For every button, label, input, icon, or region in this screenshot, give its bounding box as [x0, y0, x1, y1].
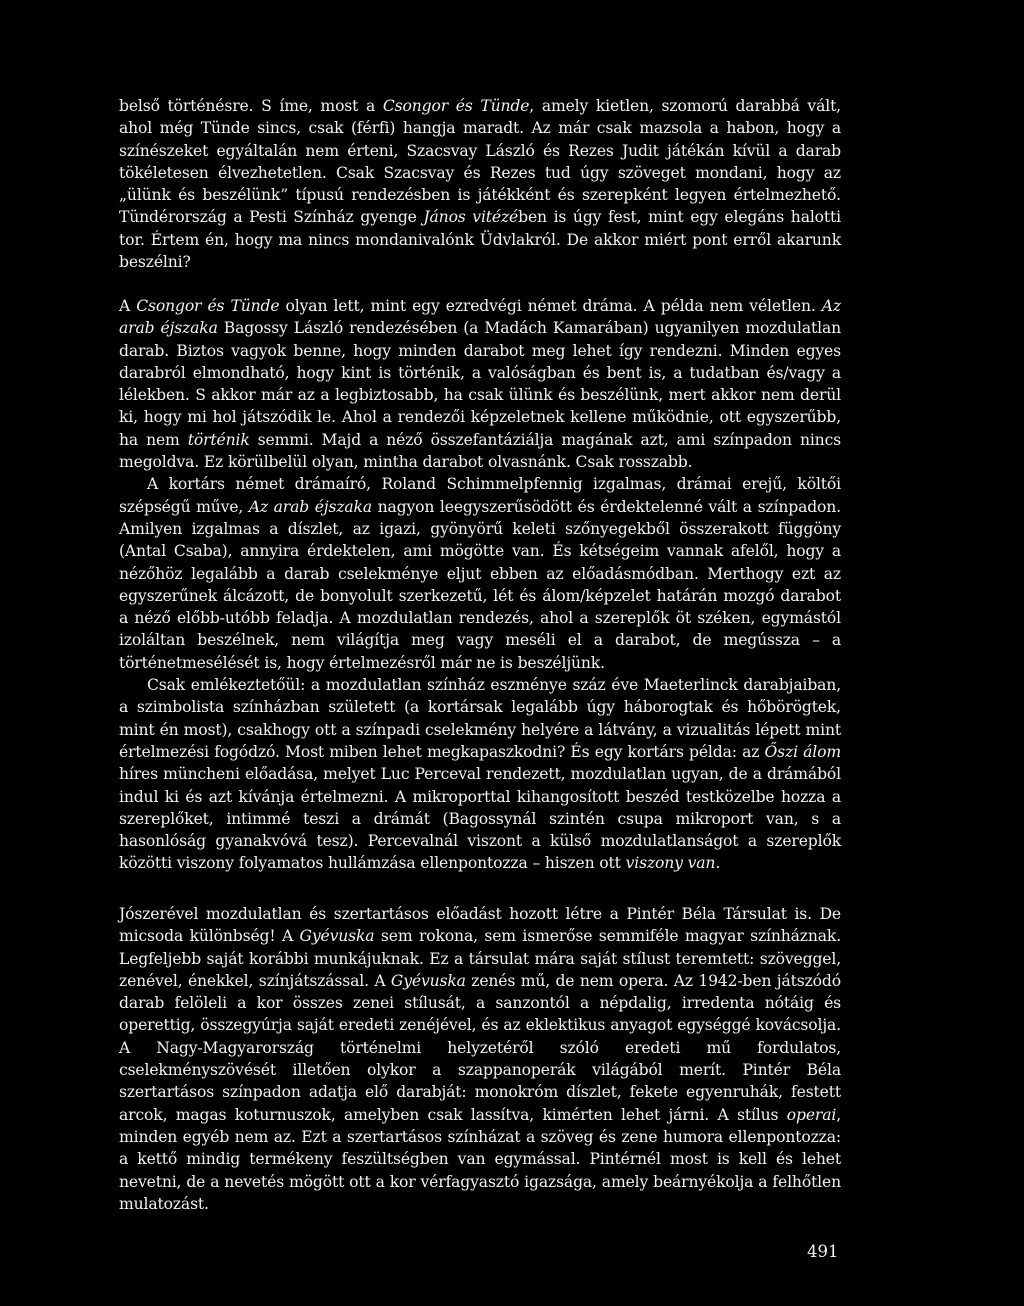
- emphasis-italic: operai: [786, 1105, 837, 1124]
- text-run: Jószerével mozdulatlan és szertartásos előadást hozott létre a Pintér Béla Társulat is. De micsoda különbség! A: [119, 905, 841, 946]
- page-number: 491: [807, 1242, 839, 1261]
- title-italic: János vitézé: [423, 208, 519, 227]
- text-run: zenés mű, de nem opera. Az 1942-ben játszódó darab felöleli a kor összes zenei stílusát, a sanzontól a népdalig, irredenta nótáig és operettig, összegyúrja saját eredeti zenéjével, és az eklektikus anyagot egységgé kovácsolja. A Nagy-Magyarország történelmi helyzetéről szóló eredeti mű fordulatos, cselekményszövését illetően olykor a szappanoperák világából merít. Pintér Béla szertartásos színpadon adatja elő darabját: monokróm díszlet, fekete egyenruhák, festett arcok, magas koturnuszok, amelyben csak lassítva, kimérten lehet járni. A stílus: [119, 971, 841, 1124]
- title-italic: Csongor és Tünde: [382, 97, 530, 115]
- paragraph: [119, 674, 841, 875]
- text-run: olyan lett, mint egy ezredvégi német dráma. A példa nem véletlen.: [279, 297, 822, 315]
- text-run: , minden egyéb nem az. Ezt a szertartásos színházat a szöveg és zene humora ellenpontozza: a kettő mindig termékeny feszültségben van egymással. Pintérnél most is kell és lehet nevetni, de a nevetés mögött ott a kor vérfagyasztó igazsága, amely beárnyékolja a felhőtlen mulatozást.: [119, 1105, 841, 1213]
- paragraph: [119, 473, 841, 674]
- title-italic: Gyévuska: [299, 927, 375, 946]
- paragraph: [119, 903, 841, 1215]
- section-1: [119, 95, 841, 273]
- title-italic: Csongor és Tünde: [136, 297, 280, 315]
- text-run: , amely kietlen, szomorú darabbá vált, ahol még Tünde sincs, csak (férfi) hangja maradt. Az már csak mazsola a habon, hogy a színészeket egyáltalán nem érteni, Szacsvay László és Rezes Judit játékán kívül a darab tökéletesen élvezhetetlen. Csak Szacsvay és Rezes tud úgy szöveget mondani, hogy az „ülünk és beszélünk” típusú rendezésben is játékként és szerepként legyen értelmezhető. Tündérország a Pesti Színház gyenge: [119, 97, 841, 227]
- text-run: belső történésre. S íme, most a: [119, 97, 383, 115]
- title-italic: Az arab éjszaka: [119, 297, 841, 338]
- text-run: sem rokona, sem ismerőse semmiféle magyar színháznak. Legfeljebb saját korábbi munkájuknak. Ez a társulat mára saját stílust teremtett: szöveggel, zenével, énekkel, színjátszással. A: [119, 927, 842, 990]
- title-italic: Az arab éjszaka: [248, 497, 372, 516]
- section-2: [119, 295, 841, 875]
- text-run: Csak emlékeztetőül: a mozdulatlan színház eszménye száz éve Maeterlinck darabjaiban, a szimbolista színházban született (a kortársak legalább úgy háborogtak és hőbörögtek, mint én most), csakhogy ott a színpadi cselekmény helyére a látvány, a vizualitás lépett mint értelmezési fogódzó. Most miben lehet megkapaszkodni? És egy kortárs példa: az: [119, 676, 841, 761]
- section-3: [119, 903, 841, 1215]
- text-run: .: [715, 854, 721, 873]
- paragraph: [119, 295, 841, 473]
- text-run: ben is úgy fest, mint egy elegáns halotti tor. Értem én, hogy ma nincs mondanivalónk Üdvlakról. De akkor miért pont erről akarunk beszélni?: [119, 208, 841, 272]
- emphasis-italic: történik: [187, 430, 250, 449]
- text-run: Bagossy László rendezésében (a Madách Kamarában) ugyanilyen mozdulatlan darab. Biztos vagyok benne, hogy minden darabot meg lehet így rendezni. Minden egyes darabról elmondható, hogy kint is történik, a valóságban és bent is, a tudatban és/vagy a lélekben. S akkor már az a legbiztosabb, ha csak ülünk és beszélünk, mert akkor nem derül ki, hogy mi hol játszódik le. Ahol a rendezői képzeletnek kellene működnie, ott egyszerűbb, ha nem: [119, 319, 841, 449]
- paragraph: [119, 95, 841, 273]
- text-run: nagyon leegyszerűsödött és érdektelenné vált a színpadon. Amilyen izgalmas a díszlet, az igazi, gyönyörű keleti szőnyegekből összerakott függöny (Antal Csaba), annyira érdektelen, ami mögötte van. És kétségeim vannak afelől, hogy a nézőhöz legalább a darab cselekménye eljut ebben az előadásmódban. Merthogy ezt az egyszerűnek álcázott, de bonyolult szerkezetű, lét és álom/képzelet határán mozgó darabot a néző előbb-utóbb feladja. A mozdulatlan rendezés, ahol a szereplők öt széken, egymástól izoláltan beszélnek, nem világítja meg vagy meséli el a darabot, de megússza – a történetmesélését is, hogy értelmezésről már ne is beszéljünk.: [119, 497, 841, 672]
- text-run: híres müncheni előadása, melyet Luc Perceval rendezett, mozdulatlan ugyan, de a drámából indul ki és azt kívánja értelmezni. A mikroporttal kihangosított beszéd testközelbe hozza a szereplőket, intimmé teszi a drámát (Bagossynál szintén csupa mikroport van, s a hasonlóság gyanakvóvá tesz). Percevalnál viszont a külső mozdulatlanságot a szereplők közötti viszony folyamatos hullámzása ellenpontozza – hiszen ott: [119, 765, 841, 873]
- title-italic: Őszi álom: [764, 742, 841, 761]
- text-run: A: [119, 297, 137, 315]
- text-run: semmi. Majd a néző összefantáziálja magának azt, ami színpadon nincs megoldva. Ez körülbelül olyan, mintha darabot olvasnánk. Csak rosszabb.: [119, 430, 842, 472]
- title-italic: Gyévuska: [390, 971, 466, 990]
- text-run: A kortárs német drámaíró, Roland Schimmelpfennig izgalmas, drámai erejű, költői szépségű műve,: [119, 475, 841, 516]
- emphasis-italic: viszony van: [625, 854, 716, 873]
